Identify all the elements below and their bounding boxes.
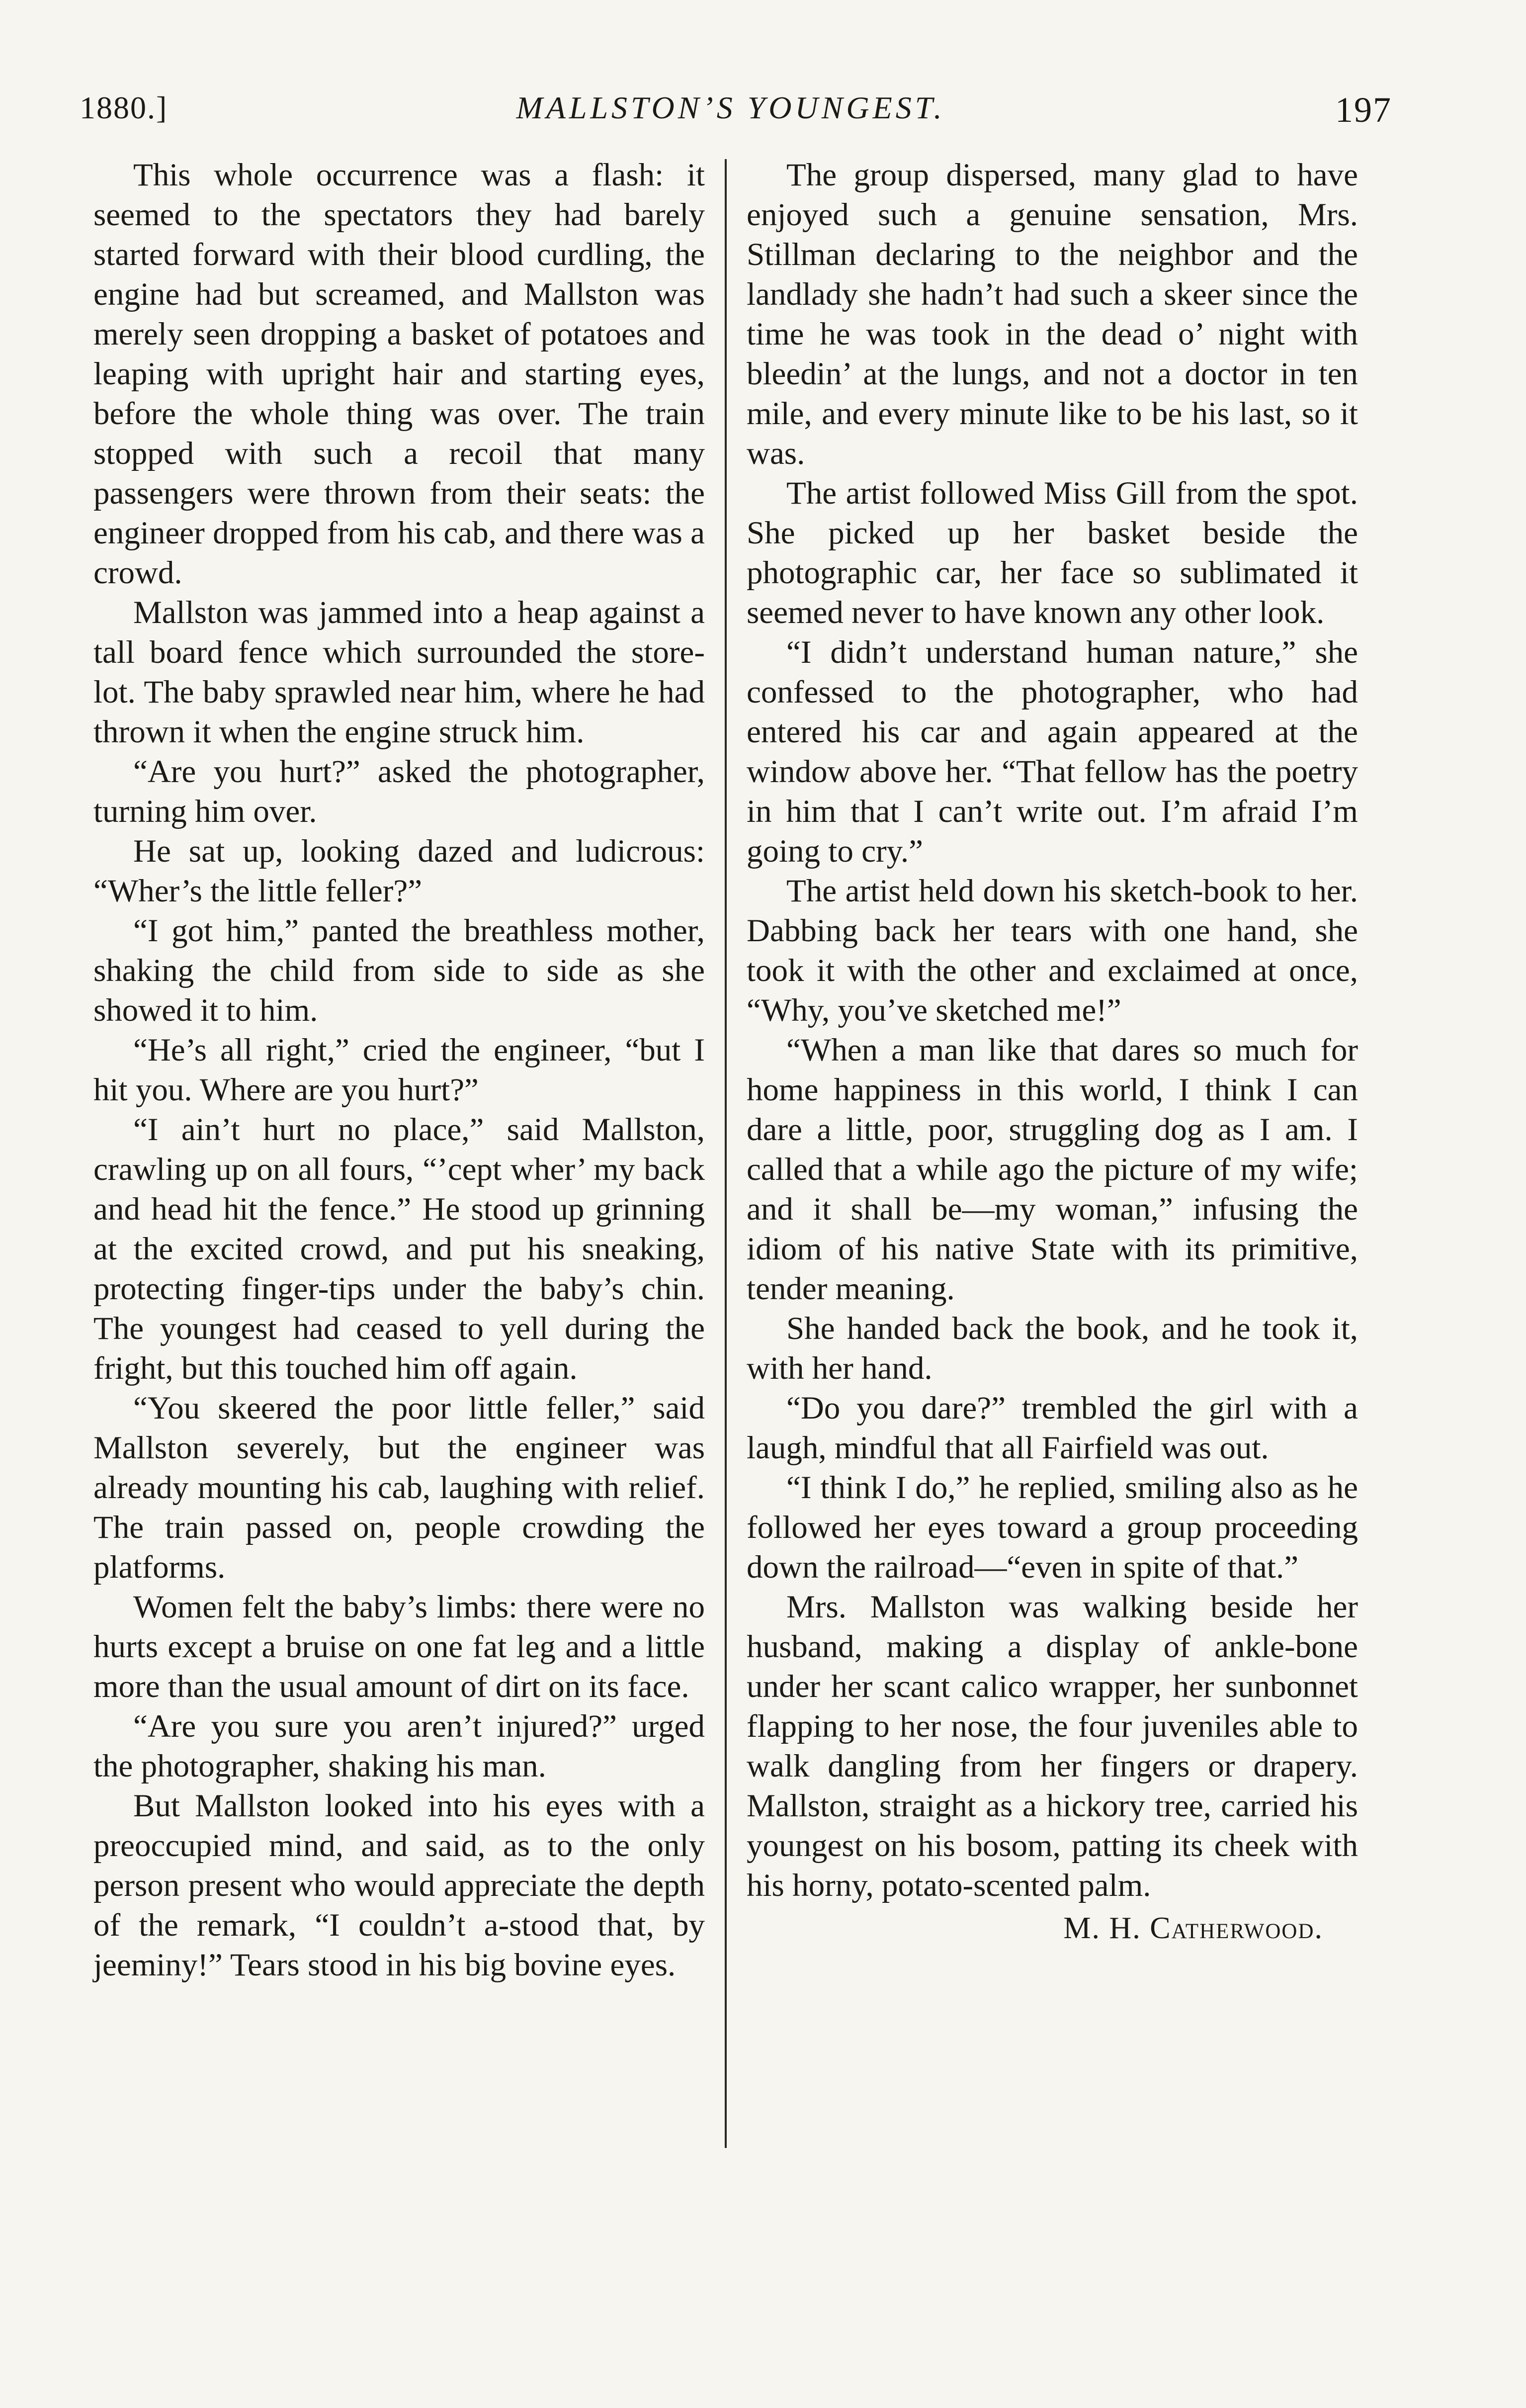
- header-title: MALLSTON’S YOUNGEST.: [516, 90, 945, 125]
- paragraph: Mallston was jammed into a heap against a tall board fence which surrounded the store-lot. The baby sprawled near him, where he had thrown it when the engine struck him.: [93, 595, 705, 750]
- header-year: 1880.]: [80, 90, 168, 125]
- paragraph: “I ain’t hurt no place,” said Mallston, crawling up on all fours, “’cept wher’ my back and head hit the fence.” He stood up grinning at the excited crowd, and put his sneaking, protecting finger-tips under the baby’s chin. The youngest had ceased to yell during the fright, but this touched him off again.: [93, 1112, 705, 1386]
- paragraph: “You skeered the poor little feller,” said Mallston severely, but the engineer was already mounting his cab, laughing with relief. The train passed on, people crowding the platforms.: [93, 1390, 705, 1585]
- paragraph: Mrs. Mallston was walking beside her husband, making a display of ankle-bone under her scant calico wrapper, her sunbonnet flapping to her nose, the four juveniles able to walk dangling from her fingers or drapery. Mallston, straight as a hickory tree, carried his youngest on his bosom, patting its cheek with his horny, potato-scented palm.: [747, 1589, 1358, 1903]
- page-number: 197: [1335, 90, 1392, 130]
- paragraph: “I got him,” panted the breathless mother, shaking the child from side to side as she showed it to him.: [93, 913, 705, 1028]
- paragraph: She handed back the book, and he took it, with her hand.: [747, 1311, 1358, 1386]
- running-header: [80, 85, 1392, 139]
- column-rule: [725, 159, 727, 2148]
- paragraph: The group dispersed, many glad to have enjoyed such a genuine sensation, Mrs. Stillman declaring to the neighbor and the landlady she hadn’t had such a skeer since the time he was took in the dead o’ night with bleedin’ at the lungs, and not a doctor in ten mile, and every minute like to be his last, so it was.: [747, 157, 1358, 471]
- paragraph: The artist held down his sketch-book to her. Dabbing back her tears with one hand, she took it with the other and exclaimed at once, “Why, you’ve sketched me!”: [747, 873, 1358, 1028]
- paragraph: “When a man like that dares so much for home happiness in this world, I think I can dare a little, poor, struggling dog as I am. I called that a while ago the picture of my wife; and it shall be—my woman,” infusing the idiom of his native State with its primitive, tender meaning.: [747, 1032, 1358, 1307]
- paragraph: This whole occurrence was a flash: it seemed to the spectators they had barely started forward with their blood curdling, the engine had but screamed, and Mallston was merely seen dropping a basket of potatoes and leaping with upright hair and starting eyes, before the whole thing was over. The train stopped with such a recoil that many passengers were thrown from their seats: the engineer dropped from his cab, and there was a crowd.: [93, 157, 705, 591]
- right-column: [747, 155, 1358, 1948]
- paragraph: “Are you sure you aren’t injured?” urged the photographer, shaking his man.: [93, 1708, 705, 1784]
- paragraph: “Do you dare?” trembled the girl with a laugh, mindful that all Fairfield was out.: [747, 1390, 1358, 1466]
- paragraph: He sat up, looking dazed and ludicrous: “Wher’s the little feller?”: [93, 833, 705, 909]
- paragraph: But Mallston looked into his eyes with a preoccupied mind, and said, as to the only person present who would appreciate the depth of the remark, “I couldn’t a-stood that, by jeeminy!” Tears stood in his big bovine eyes.: [93, 1788, 705, 1983]
- paragraph: “I didn’t understand human nature,” she confessed to the photographer, who had entered his car and again appeared at the window above her. “That fellow has the poetry in him that I can’t write out. I’m afraid I’m going to cry.”: [747, 634, 1358, 869]
- author-signature: M. H. Catherwood.: [1063, 1911, 1323, 1945]
- left-column: [93, 155, 705, 1985]
- paragraph: “I think I do,” he replied, smiling also as he followed her eyes toward a group proceeding down the railroad—“even in spite of that.”: [747, 1470, 1358, 1585]
- paragraph: “He’s all right,” cried the engineer, “but I hit you. Where are you hurt?”: [93, 1032, 705, 1108]
- paragraph: The artist followed Miss Gill from the spot. She picked up her basket beside the photographic car, her face so sublimated it seemed never to have known any other look.: [747, 475, 1358, 630]
- paragraph: “Are you hurt?” asked the photographer, turning him over.: [93, 754, 705, 829]
- paragraph: Women felt the baby’s limbs: there were no hurts except a bruise on one fat leg and a little more than the usual amount of dirt on its face.: [93, 1589, 705, 1704]
